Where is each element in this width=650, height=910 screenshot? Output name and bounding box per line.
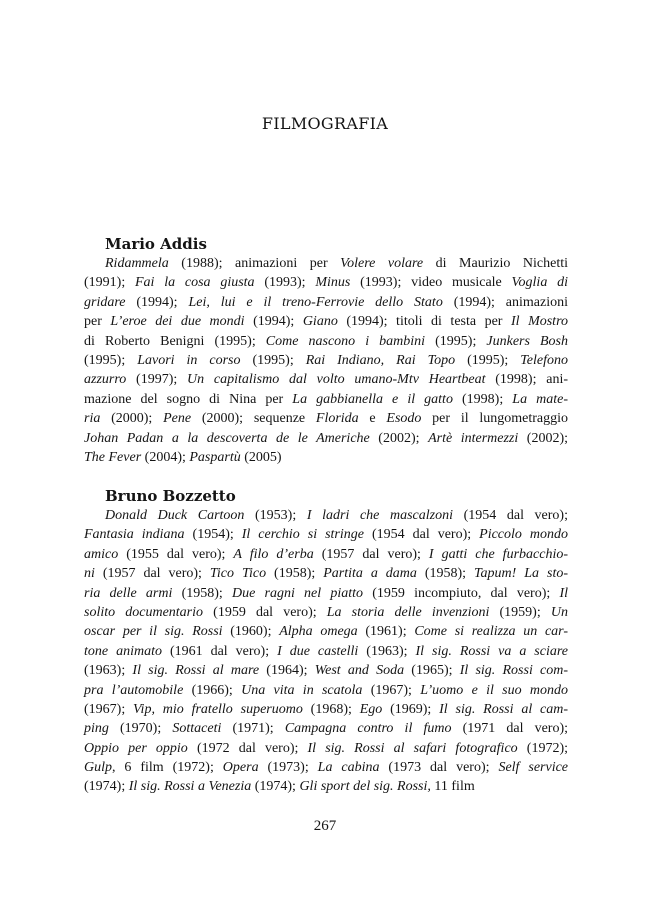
entry-text: (1958); [172, 585, 232, 601]
film-title: Opera [222, 760, 259, 776]
film-title: Rai Indiano, Rai Topo [305, 352, 456, 368]
entry-text: (2002); [518, 430, 569, 446]
film-title: Campagna contro il fumo [284, 721, 452, 737]
entry-text: (1961); [357, 624, 415, 640]
film-title: I due castelli [277, 643, 359, 659]
film-title: Fantasia indiana [84, 527, 185, 543]
film-title: A filo d’erba [233, 546, 314, 562]
entry-text: mazione del sogno di Nina per [84, 391, 293, 407]
entry-text: (1994); titoli di testa per [337, 314, 511, 330]
entry-text: (1965); [404, 663, 460, 679]
entry-text-line [84, 390, 568, 409]
film-title: Oppio per oppio [84, 740, 188, 756]
entry-text-line [84, 758, 568, 777]
film-title: West and Soda [314, 663, 405, 679]
film-title: Il sig. Rossi com- [459, 663, 569, 679]
entry-text: (1957 dal vero); [94, 566, 210, 582]
film-title: Il sig. Rossi al mare [132, 663, 260, 679]
entry-body [84, 254, 568, 467]
film-title: Telefono [520, 352, 568, 368]
entry-text: (1959); [489, 604, 551, 620]
entry-text-line [84, 351, 568, 370]
entry-text-line [84, 584, 568, 603]
film-title: amico [84, 546, 119, 562]
entry-text: 11 film [430, 779, 475, 795]
entry-text: (2000); sequenze [191, 411, 316, 427]
film-title: Johan Padan a la descoverta de le Americhe [84, 430, 370, 446]
entry-text: (1995); [455, 352, 521, 368]
entry-text: (1995); [84, 352, 138, 368]
entry-text: (1973 dal vero); [379, 760, 499, 776]
film-title: ni [84, 566, 95, 582]
entry-text: (1995); [240, 352, 306, 368]
film-title: Il [559, 585, 569, 601]
film-title: Il sig. Rossi a Venezia [128, 779, 252, 795]
film-title: La cabina [317, 760, 380, 776]
film-title: Voglia di [511, 275, 568, 291]
entry-text: (1993); video musicale [350, 275, 512, 291]
entry-text: (2005) [240, 449, 282, 465]
entry-text: (1997); [126, 372, 188, 388]
entry-text: (1969); [382, 701, 440, 717]
entry-text: (1953); [244, 508, 307, 523]
film-title: Una vita in scatola [241, 682, 363, 698]
film-title: Come nascono i bambini [265, 333, 426, 349]
film-title: Self service [498, 760, 569, 776]
entry-text: (1958); [266, 566, 324, 582]
film-title: azzurro [84, 372, 127, 388]
entry-text: (1971 dal vero); [451, 721, 569, 737]
entry-text: (1961 dal vero); [161, 643, 278, 659]
film-title: I gatti che furbacchio- [428, 546, 568, 562]
film-title: Lei, lui e il treno-Ferrovie dello Stato [188, 294, 443, 310]
filmography-entry [84, 487, 568, 797]
entry-text-line [84, 564, 568, 583]
entry-text: (1954); [184, 527, 242, 543]
film-title: L’uomo e il suo mondo [420, 682, 569, 698]
film-title: Lavori in corso [137, 352, 241, 368]
entry-body [84, 506, 568, 797]
page-number: 267 [313, 818, 337, 834]
film-title: tone animato [84, 643, 162, 659]
entry-text: (1954 dal vero); [363, 527, 480, 543]
entry-text: (1972); [517, 740, 568, 756]
entry-text: (1995); [425, 333, 487, 349]
film-title: Giano [302, 314, 338, 330]
film-title: Un capitalismo dal volto umano-Mtv Heartbeat [187, 372, 486, 388]
film-title: Sottaceti [172, 721, 222, 737]
film-title: Il sig. Rossi al safari fotografico [307, 740, 518, 756]
film-title: Alpha omega [279, 624, 358, 640]
entry-text: (1994); [125, 294, 189, 310]
entry-text-line [84, 332, 568, 351]
entry-text-line [84, 273, 568, 292]
entry-text: e [358, 411, 387, 427]
entry-text-line [84, 506, 568, 525]
entry-text: (1963); [84, 663, 133, 679]
entry-text: (1994); [244, 314, 303, 330]
film-title: The Fever [84, 449, 142, 465]
entry-text: (1973); [258, 760, 318, 776]
film-title: Il sig. Rossi al cam- [439, 701, 569, 717]
film-title: Partita a dama [323, 566, 417, 582]
entry-text-line [84, 448, 568, 467]
entry-text-line [84, 622, 568, 641]
film-title: L’eroe dei due mondi [110, 314, 245, 330]
film-title: Tapum! La sto- [474, 566, 568, 582]
film-title: Gulp [84, 760, 112, 776]
film-title: La storia delle invenzioni [326, 604, 490, 620]
film-title: La gabbianella e il gatto [292, 391, 453, 407]
entry-text-line [84, 370, 568, 389]
entry-text-line [84, 681, 568, 700]
entry-text: (1988); animazioni per [168, 256, 341, 271]
entry-text: (1991); [84, 275, 135, 291]
entry-text: (1994); animazioni [442, 294, 568, 310]
entry-text-line [84, 642, 568, 661]
film-title: Florida [315, 411, 359, 427]
entry-text: (1974); [84, 779, 129, 795]
film-title: Pene [163, 411, 192, 427]
film-title: Come si realizza un car- [414, 624, 569, 640]
film-title: gridare [84, 294, 126, 310]
entry-text-line [84, 429, 568, 448]
entry-text: (1958); [416, 566, 475, 582]
entry-text: (2004); [141, 449, 190, 465]
entry-text-line [84, 545, 568, 564]
entry-text: (1963); [358, 643, 416, 659]
entry-text-line [84, 700, 568, 719]
entry-text: (1964); [259, 663, 315, 679]
film-title: I ladri che mascalzoni [306, 508, 453, 523]
entry-text: (1967); [362, 682, 421, 698]
film-title: Volere volare [340, 256, 424, 271]
film-title: solito documentario [84, 604, 204, 620]
entry-text: di Maurizio Nichetti [423, 256, 568, 271]
film-title: Due ragni nel piatto [232, 585, 364, 601]
film-title: Vip, mio fratello superuomo [133, 701, 303, 717]
film-title: Paspartù [189, 449, 241, 465]
entry-text-line [84, 254, 568, 273]
film-title: ping [84, 721, 109, 737]
entry-text: (1970); [108, 721, 173, 737]
entry-text-line [84, 739, 568, 758]
entry-text: (1966); [183, 682, 242, 698]
entry-text: (1974); [251, 779, 300, 795]
film-title: Donald Duck Cartoon [105, 508, 245, 523]
film-title: Il sig. Rossi va a sciare [415, 643, 569, 659]
entry-text: per il lungometraggio [421, 411, 569, 427]
entry-text: (1972 dal vero); [187, 740, 308, 756]
entry-text-line [84, 409, 568, 428]
entry-text-line [84, 525, 568, 544]
entry-text: (1957 dal vero); [313, 546, 429, 562]
film-title: Il cerchio si stringe [241, 527, 364, 543]
film-title: Junkers Bosh [486, 333, 569, 349]
filmography-entry [84, 235, 568, 467]
entry-text-line [84, 777, 568, 796]
film-title: pra l’automobile [84, 682, 184, 698]
film-title: Piccolo mondo [479, 527, 568, 543]
entry-text-line [84, 603, 568, 622]
film-title: Ego [359, 701, 383, 717]
entry-text: (2000); [100, 411, 164, 427]
film-title: Tico Tico [209, 566, 267, 582]
entry-text-line [84, 661, 568, 680]
entry-name: Bruno Bozzetto [105, 487, 236, 505]
entry-text: (1998); ani- [485, 372, 568, 388]
entry-text: (1959 incompiuto, dal vero); [363, 585, 560, 601]
entry-text: (1955 dal vero); [118, 546, 234, 562]
page-title: FILMOGRAFIA [261, 114, 389, 133]
entry-text-line [84, 293, 568, 312]
entry-text: (2002); [369, 430, 429, 446]
film-title: ria [84, 411, 101, 427]
entry-text: (1993); [254, 275, 316, 291]
entry-text: (1960); [222, 624, 280, 640]
film-title: Fai la cosa giusta [135, 275, 255, 291]
entry-text: , 6 film (1972); [112, 760, 223, 776]
film-title: Il Mostro [511, 314, 568, 330]
entry-text: (1967); [84, 701, 134, 717]
film-title: Artè intermezzi [428, 430, 519, 446]
entry-text: (1954 dal vero); [452, 508, 568, 523]
film-title: Ridammela [105, 256, 169, 271]
entry-text: (1968); [302, 701, 360, 717]
film-title: oscar per il sig. Rossi [84, 624, 223, 640]
entry-text-line [84, 312, 568, 331]
entry-text: di Roberto Benigni (1995); [84, 333, 266, 349]
entry-text: (1998); [452, 391, 513, 407]
film-title: Gli sport del sig. Rossi, [299, 779, 431, 795]
film-title: Un [550, 604, 568, 620]
film-title: Minus [315, 275, 351, 291]
entry-text: (1959 dal vero); [203, 604, 327, 620]
film-title: Esodo [386, 411, 422, 427]
entry-name: Mario Addis [105, 235, 207, 253]
film-title: La mate- [512, 391, 568, 407]
entry-text-line [84, 719, 568, 738]
entry-text: (1971); [221, 721, 285, 737]
entry-text: per [84, 314, 111, 330]
film-title: ria delle armi [84, 585, 173, 601]
